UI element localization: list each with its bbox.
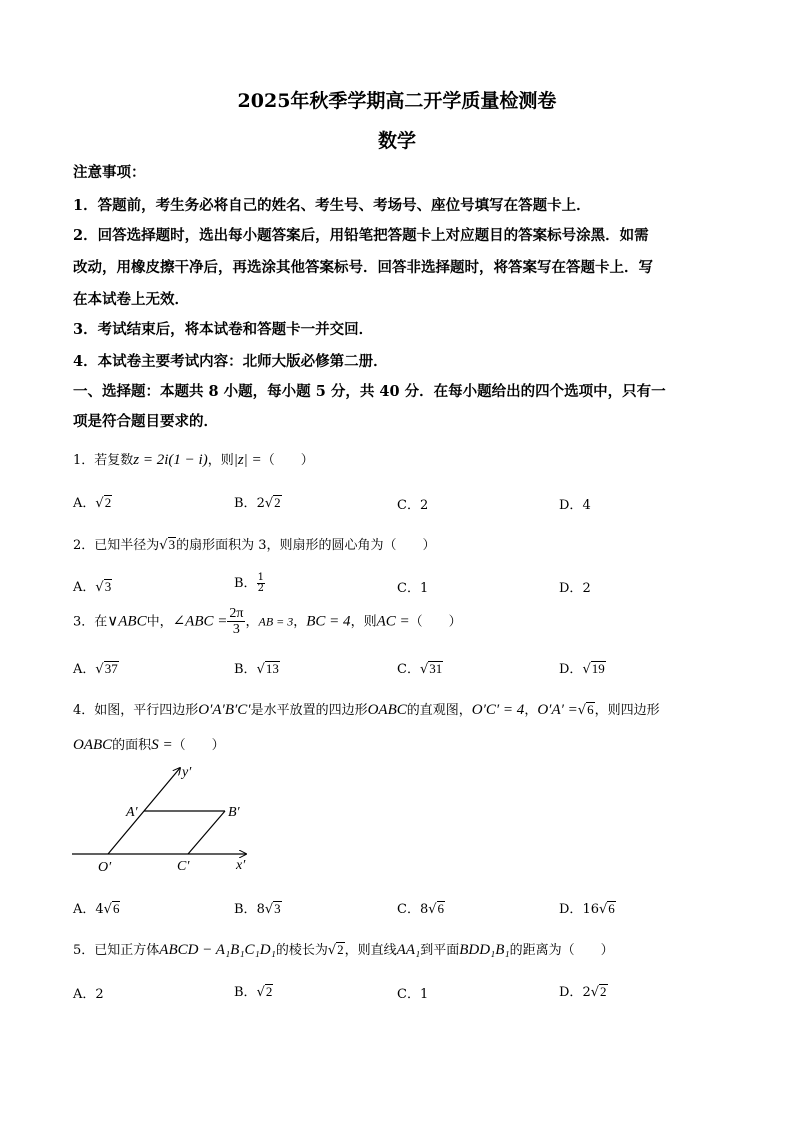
question-text: 的距离为（ ）: [509, 943, 614, 958]
label-o: O′: [98, 860, 112, 875]
option-b: B．√13: [234, 661, 279, 677]
question-text: ，则: [350, 614, 377, 630]
formula: BC = 4: [306, 613, 351, 630]
option-label: C．: [397, 987, 420, 1002]
formula: BDD₁B₁: [459, 942, 510, 958]
formula: ∨ABC: [107, 613, 147, 630]
option-a: A．√37: [73, 661, 118, 677]
question-paren: （ ）: [172, 738, 225, 753]
option-label: A．: [73, 496, 96, 511]
question-text: 的直观图，: [406, 703, 472, 718]
question-text: ，则直线: [344, 943, 397, 958]
option-coef: 4: [95, 902, 104, 917]
sqrt-value: 31: [429, 661, 443, 676]
question-text: ，: [524, 703, 538, 718]
parallelogram-figure: [70, 762, 260, 877]
option-c: C．√31: [397, 661, 443, 677]
question-text: 的面积: [112, 738, 152, 753]
formula: |z| =: [233, 452, 262, 468]
option-a: A．√3: [73, 579, 112, 595]
option-d: D．√19: [559, 661, 605, 677]
option-label: B．: [234, 902, 257, 917]
sqrt-value: 6: [587, 702, 594, 717]
option-label: B．: [234, 662, 257, 677]
option-label: D．: [559, 985, 583, 1000]
option-label: C．: [397, 662, 420, 677]
sqrt-value: 3: [168, 537, 176, 552]
formula: ABCD − A₁B₁C₁D₁: [159, 942, 276, 958]
option-b: B．8√3: [234, 901, 281, 917]
option-value: 4: [582, 498, 591, 513]
option-label: D．: [559, 498, 583, 513]
option-label: A．: [73, 580, 96, 595]
option-label: A．: [73, 902, 96, 917]
option-coef: 2: [582, 985, 591, 1000]
formula: OABC: [367, 702, 407, 718]
question-text: ，则: [207, 453, 234, 468]
question-paren: （ ）: [261, 453, 314, 468]
option-a: A．√2: [73, 495, 112, 511]
question-4-line-2: [73, 734, 225, 754]
option-coef: 8: [419, 902, 429, 917]
notice-item-2-line-1: 2．回答选择题时，选出每小题答案后，用铅笔把答题卡上对应题目的答案标号涂黑．如需: [73, 227, 649, 244]
question-2: 2．已知半径为√3的扇形面积为 3，则扇形的圆心角为（ ）: [73, 537, 436, 553]
question-text: 到平面: [420, 943, 460, 958]
question-text: ，则四边形: [594, 703, 660, 718]
option-value: 2: [582, 581, 591, 596]
fraction: $\frac{1}{2}$: [257, 572, 264, 594]
notice-item-1: 1．答题前，考生务必将自己的姓名、考生号、考场号、座位号填写在答题卡上．: [73, 197, 591, 214]
option-d: D．16√6: [559, 901, 615, 917]
label-y: y′: [182, 765, 192, 780]
sqrt-value: 2: [274, 495, 281, 510]
option-label: B．: [234, 496, 257, 511]
formula: O′C′ = 4: [471, 702, 525, 718]
sqrt-value: 13: [265, 661, 279, 676]
option-value: 2: [95, 987, 104, 1002]
question-text: 5．已知正方体: [73, 943, 160, 958]
option-label: D．: [559, 902, 583, 917]
option-d: [559, 577, 591, 596]
sqrt-value: 2: [337, 942, 344, 957]
sqrt-value: 6: [437, 901, 445, 916]
sqrt-value: 37: [104, 661, 118, 676]
notice-item-2-line-3: 在本试卷上无效．: [73, 291, 189, 308]
option-a: [73, 983, 104, 1002]
option-d: D．2√2: [559, 984, 607, 1000]
notice-item-4: 4．本试卷主要考试内容：北师大版必修第二册．: [73, 353, 388, 370]
question-text: 是水平放置的四边形: [250, 703, 368, 718]
sqrt-value: 3: [274, 901, 281, 916]
label-c: C′: [177, 859, 190, 874]
question-paren: （ ）: [409, 614, 462, 630]
sqrt-value: 3: [104, 579, 112, 594]
fraction: $\frac{2\pi}{3}$: [229, 606, 244, 638]
formula: O′A′B′C′: [198, 702, 251, 718]
formula: AC =: [376, 613, 410, 630]
formula: AA₁: [396, 942, 421, 958]
label-a: A′: [126, 805, 138, 820]
option-coef: 16: [582, 902, 599, 917]
label-x: x′: [236, 858, 246, 873]
option-label: B．: [234, 985, 257, 1000]
option-c: C．8√6: [397, 901, 445, 917]
formula: AB = 3: [258, 614, 294, 629]
question-text: 2．已知半径为: [73, 538, 160, 553]
notice-item-3: 3．考试结束后，将本试卷和答题卡一并交回．: [73, 321, 374, 338]
exam-subject: 数学: [377, 130, 416, 152]
notice-item-2-line-2: 改动，用橡皮擦干净后，再选涂其他答案标号．回答非选择题时，将答案写在答题卡上．写: [73, 259, 653, 276]
formula: O′A′ =: [537, 702, 578, 718]
section-heading-line-1: 一、选择题：本题共 8 小题，每小题 5 分，共 40 分．在每小题给出的四个选项中，只有一: [73, 383, 666, 400]
question-4: 4．如图，平行四边形O′A′B′C′是水平放置的四边形OABC的直观图，O′C′ = 4，O′A′ =√6，则四边形: [73, 702, 660, 718]
option-d: [559, 494, 591, 513]
option-label: B．: [234, 576, 257, 591]
notice-heading: 注意事项：: [73, 164, 146, 181]
question-3: [73, 606, 462, 638]
option-label: A．: [73, 987, 96, 1002]
question-text: ，: [245, 614, 259, 630]
question-5: 5．已知正方体ABCD − A₁B₁C₁D₁的棱长为√2，则直线AA₁到平面BDD₁B₁的距离为（ ）: [73, 942, 614, 958]
sqrt-value: 2: [104, 495, 112, 510]
option-label: C．: [397, 498, 420, 513]
question-text: 4．如图，平行四边形: [73, 703, 199, 718]
option-value: 1: [419, 581, 429, 596]
question-text: 1．若复数: [73, 453, 134, 468]
option-c: [397, 494, 428, 513]
option-c: [397, 577, 428, 596]
question-1: [73, 449, 314, 469]
section-heading-line-2: 项是符合题目要求的．: [73, 413, 218, 430]
option-coef: 8: [256, 902, 265, 917]
question-text: 中，: [146, 614, 173, 630]
option-label: D．: [559, 581, 583, 596]
option-label: C．: [397, 581, 420, 596]
question-text: ，: [293, 614, 307, 630]
sqrt-value: 6: [608, 901, 615, 916]
formula: ∠ABC =: [172, 613, 228, 630]
option-coef: 2: [256, 496, 265, 511]
formula: z = 2i(1 − i): [133, 452, 208, 468]
question-text: 的扇形面积为 3，则扇形的圆心角为（ ）: [176, 538, 436, 553]
option-value: 1: [419, 987, 429, 1002]
sqrt-value: 2: [600, 984, 607, 999]
option-label: C．: [397, 902, 420, 917]
exam-title: 2025年秋季学期高二开学质量检测卷: [237, 90, 557, 112]
option-label: A．: [73, 662, 96, 677]
question-text: 3．在: [73, 614, 108, 630]
option-c: [397, 983, 428, 1002]
option-a: A．4√6: [73, 901, 120, 917]
option-b: B．2√2: [234, 495, 281, 511]
sqrt-value: 2: [265, 984, 273, 999]
option-b: [234, 572, 265, 594]
sqrt-value: 19: [591, 661, 605, 676]
question-text: 的棱长为: [275, 943, 328, 958]
formula: S =: [151, 737, 173, 753]
option-value: 2: [419, 498, 429, 513]
formula: OABC: [73, 737, 113, 753]
sqrt-value: 6: [112, 901, 120, 916]
label-b: B′: [228, 805, 240, 820]
edge-bc: [188, 811, 225, 854]
option-b: B．√2: [234, 984, 273, 1000]
option-label: D．: [559, 662, 583, 677]
